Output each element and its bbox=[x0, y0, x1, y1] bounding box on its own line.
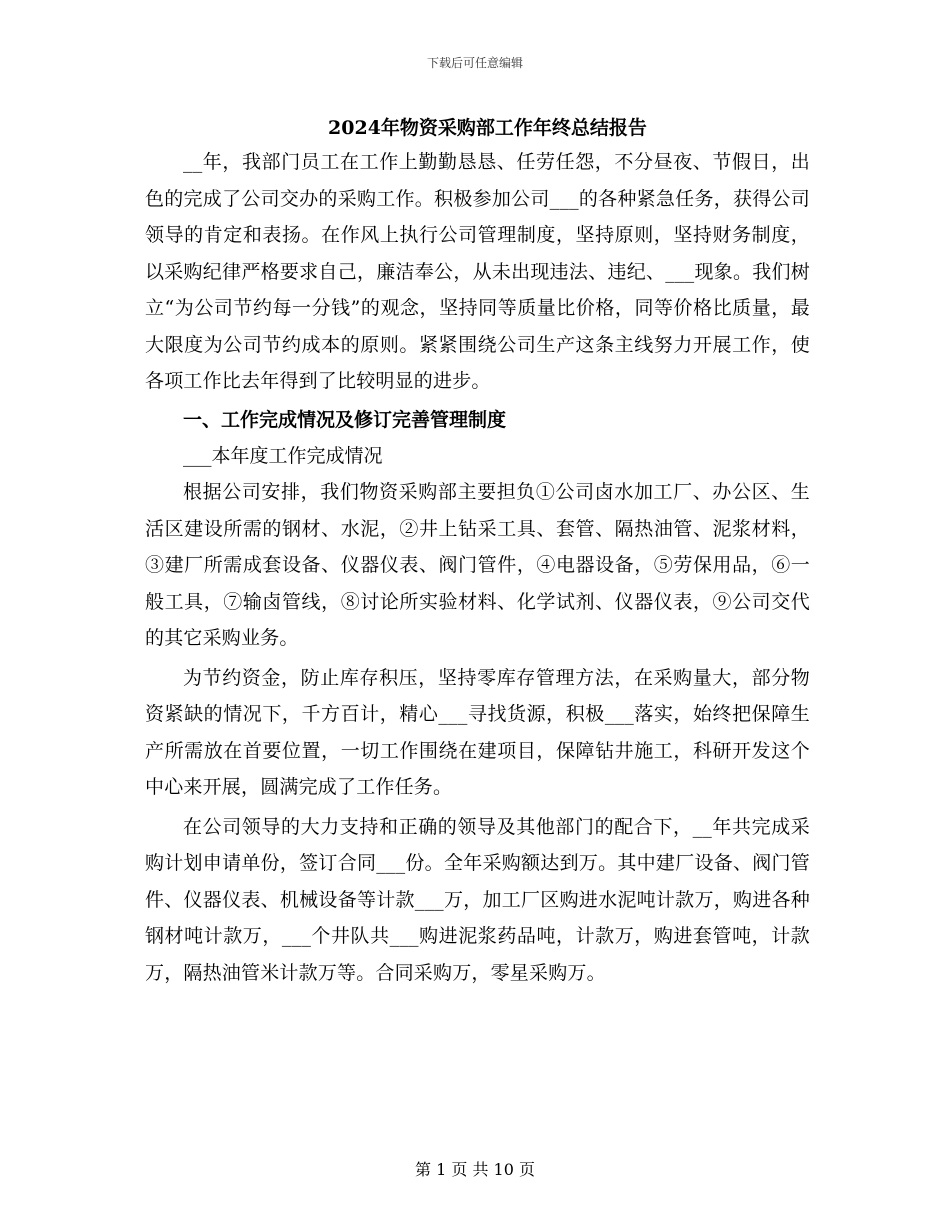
section-heading: 一、工作完成情况及修订完善管理制度 bbox=[183, 408, 507, 431]
document-title: 2024年物资采购部工作年终总结报告 bbox=[328, 117, 647, 139]
section-subheading: ___本年度工作完成情况 bbox=[183, 445, 383, 467]
paragraph-duties: 根据公司安排，我们物资采购部主要担负①公司卤水加工厂、办公区、生活区建设所需的钢材、水泥，②井上钻采工具、套管、隔热油管、泥浆材料，③建厂所需成套设备、仪器仪表、阀门管件，④电器设备，⑤劳保用品，⑥一般工具，⑦输卤管线，⑧讨论所实验材料、化学试剂、仪器仪表，⑨公司交代的其它采购业务。 bbox=[145, 481, 810, 649]
paragraph-statistics: 在公司领导的大力支持和正确的领导及其他部门的配合下，__年共完成采购计划申请单份，签订合同___份。全年采购额达到万。其中建厂设备、阀门管件、仪器仪表、机械设备等计款___万，加工厂区购进水泥吨计款万，购进各种钢材吨计款万，___个井队共___购进泥浆药品吨，计款万，购进套管吨，计款万，隔热油管米计款万等。合同采购万，零星采购万。 bbox=[145, 815, 810, 984]
header-note: 下载后可任意编辑 bbox=[426, 56, 523, 70]
document-body bbox=[145, 112, 810, 991]
paragraph-savings: 为节约资金，防止库存积压，坚持零库存管理方法，在采购量大，部分物资紧缺的情况下，千方百计，精心___寻找货源，积极___落实，始终把保障生产所需放在首要位置，一切工作围绕在建项目，保障钻井施工，科研开发这个中心来开展，圆满完成了工作任务。 bbox=[145, 666, 810, 798]
intro-paragraph: __年，我部门员工在工作上勤勤恳恳、任劳任怨，不分昼夜、节假日，出色的完成了公司交办的采购工作。积极参加公司___的各种紧急任务，获得公司领导的肯定和表扬。在作风上执行公司管理制度，坚持原则，坚持财务制度，以采购纪律严格要求自己，廉洁奉公，从未出现违法、违纪、___现象。我们树立“为公司节约每一分钱”的观念，坚持同等质量比价格，同等价格比质量，最大限度为公司节约成本的原则。紧紧围绕公司生产这条主线努力开展工作，使各项工作比去年得到了比较明显的进步。 bbox=[145, 151, 810, 392]
page-number: 第 1 页 共 10 页 bbox=[415, 1160, 535, 1179]
